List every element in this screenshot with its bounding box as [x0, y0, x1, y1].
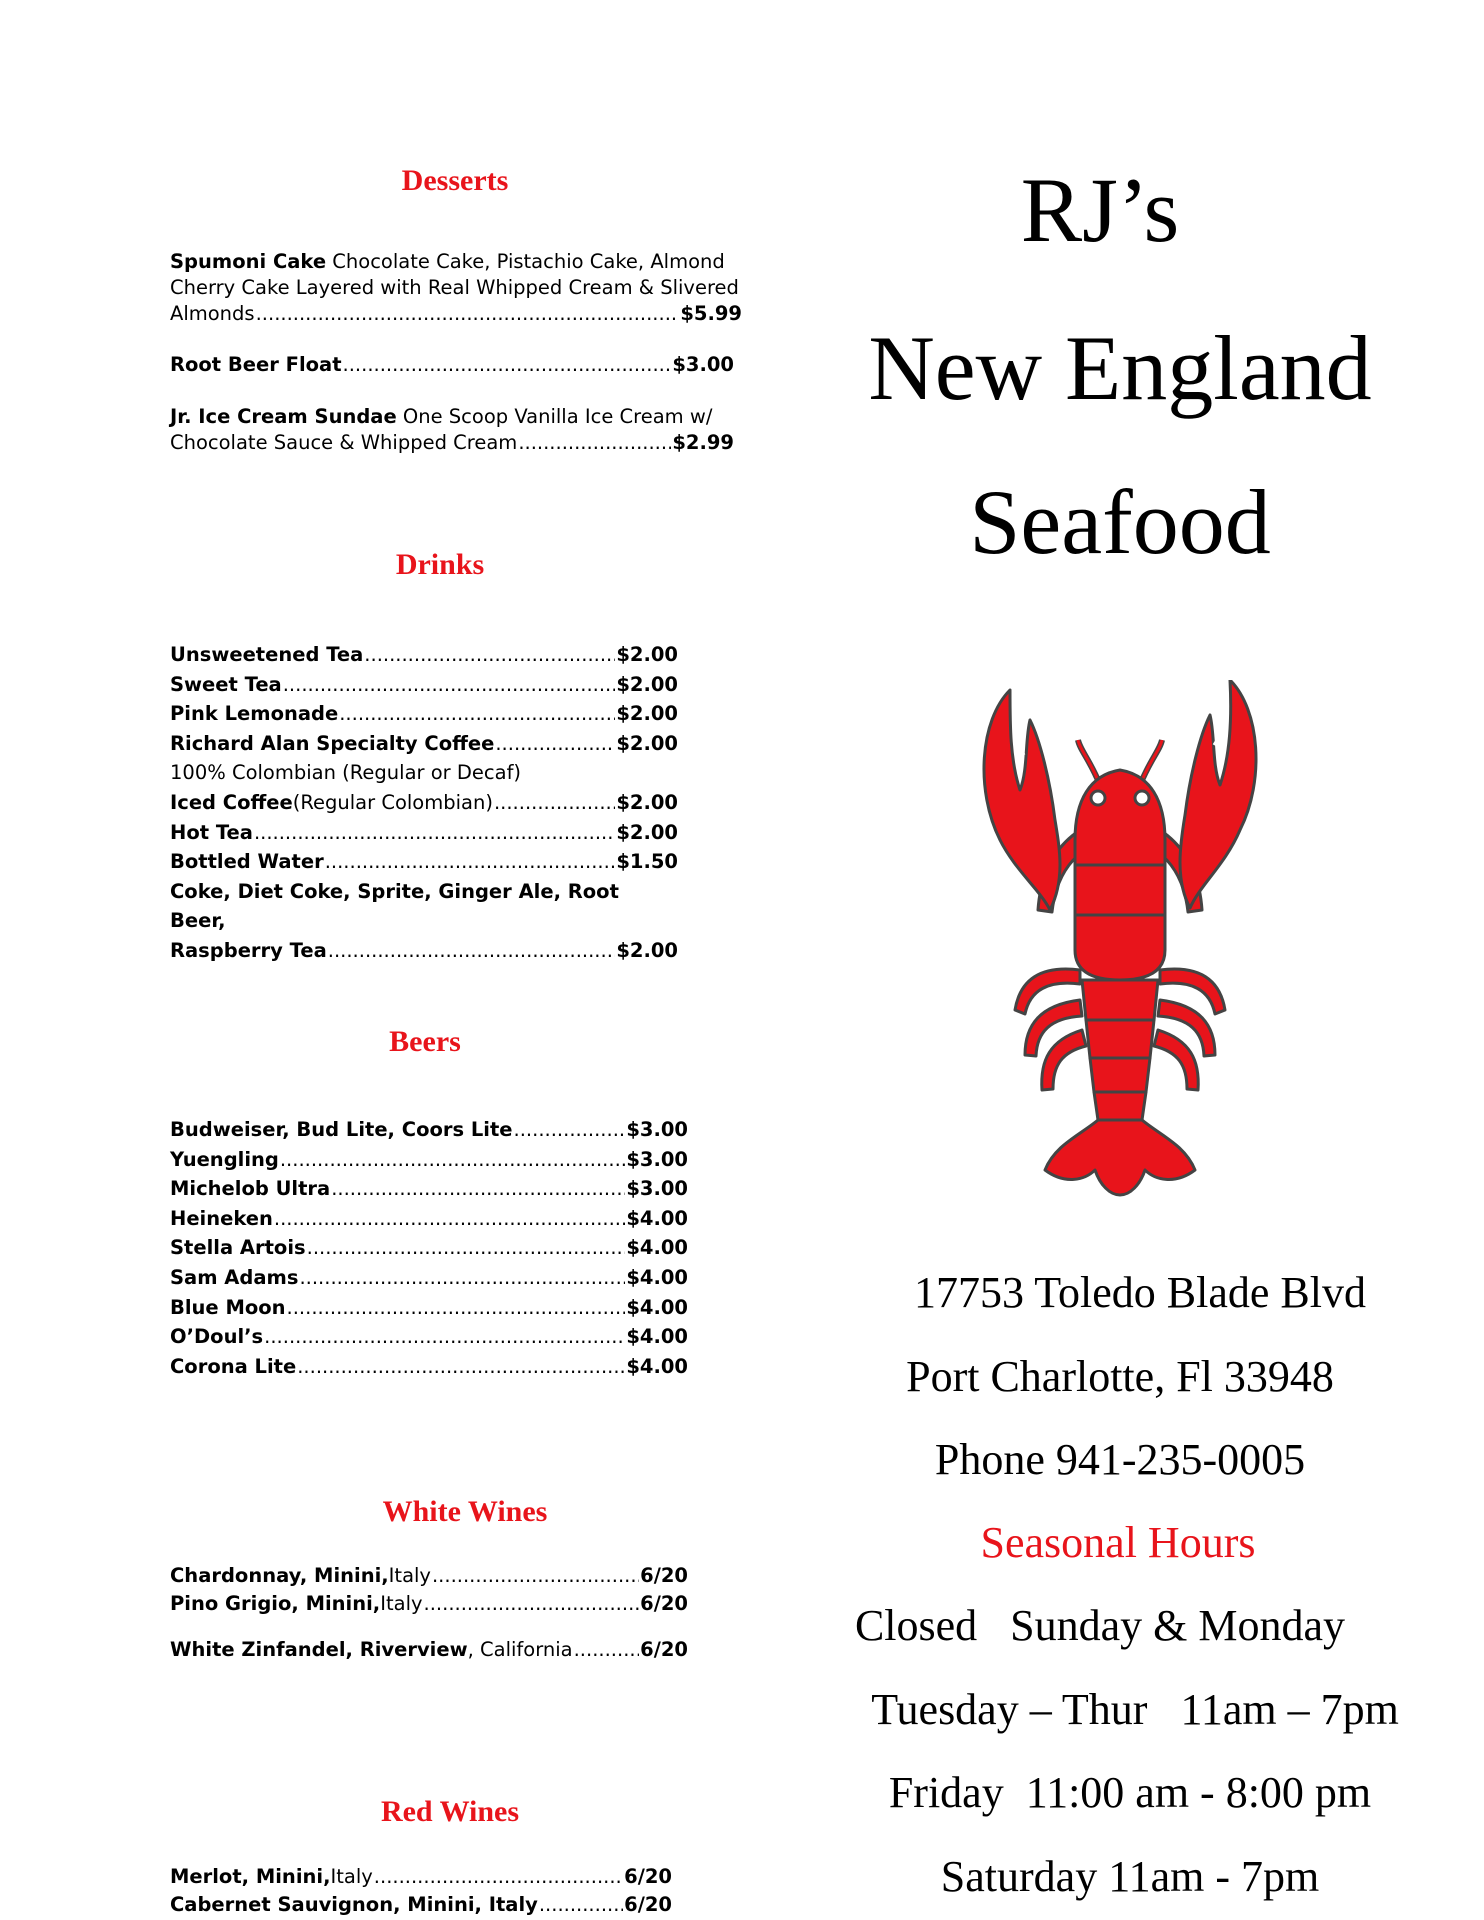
list-item: Sweet Tea ..... $2.00: [170, 670, 678, 700]
item-desc-line2: Chocolate Sauce & Whipped Cream: [170, 431, 518, 454]
hours-closed: Closed Sunday & Monday: [854, 1601, 1346, 1650]
item-desc: One Scoop Vanilla Ice Cream w/: [396, 405, 713, 428]
list-item: Iced Coffee (Regular Colombian) ..... $2.00: [170, 788, 678, 818]
menu-item-spumoni-cake: [170, 249, 742, 327]
list-item: Heineken ..... $4.00: [170, 1204, 688, 1234]
desserts-title: Desserts: [401, 164, 509, 197]
lobster-icon: [970, 680, 1270, 1210]
hours-friday: Friday 11:00 am - 8:00 pm: [888, 1768, 1372, 1817]
hours-saturday: Saturday 11am - 7pm: [940, 1852, 1320, 1901]
menu-item-root-beer-float: [170, 352, 734, 378]
drinks-list: [170, 640, 678, 966]
list-item: O’Doul’s ..... $4.00: [170, 1322, 688, 1352]
leader-dots: [343, 352, 672, 378]
drinks-title: Drinks: [395, 548, 485, 581]
item-desc-line3: Almonds: [170, 302, 255, 325]
list-item: Unsweetened Tea ..... $2.00: [170, 640, 678, 670]
list-item: Michelob Ultra ..... $3.00: [170, 1174, 688, 1204]
list-item: Sam Adams ..... $4.00: [170, 1263, 688, 1293]
list-item: Stella Artois ..... $4.00: [170, 1233, 688, 1263]
list-item: Bottled Water ..... $1.50: [170, 847, 678, 877]
hours-title: Seasonal Hours: [980, 1518, 1256, 1567]
list-item: Chardonnay, Minini, Italy ..... 6/20: [170, 1562, 688, 1590]
hours-tue-thu: Tuesday – Thur 11am – 7pm: [871, 1685, 1399, 1734]
phone-number: Phone 941-235-0005: [934, 1435, 1306, 1484]
list-item-note: 100% Colombian (Regular or Decaf): [170, 761, 522, 785]
list-item: White Zinfandel, Riverview , California ..... 6/20: [170, 1636, 688, 1664]
item-price: $5.99: [680, 302, 742, 325]
item-price: $3.00: [672, 353, 734, 376]
list-item: Merlot, Minini, Italy ..... 6/20: [170, 1863, 672, 1891]
brand-line-3: Seafood: [969, 471, 1271, 573]
red-wines-title: Red Wines: [380, 1795, 520, 1828]
item-name: Root Beer Float: [170, 353, 342, 376]
list-item: Pino Grigio, Minini, Italy ..... 6/20: [170, 1590, 688, 1618]
brand-line-2: New England: [868, 317, 1372, 419]
list-item: Yuengling ..... $3.00: [170, 1145, 688, 1175]
list-item: Richard Alan Specialty Coffee ..... $2.00: [170, 729, 678, 759]
list-item: Blue Moon ..... $4.00: [170, 1293, 688, 1323]
list-item: Cabernet Sauvignon, Minini, Italy ..... 6/20: [170, 1891, 672, 1919]
item-desc: Chocolate Cake, Pistachio Cake, Almond: [326, 250, 725, 273]
red-wines-list: [170, 1863, 672, 1919]
leader-dots: [256, 301, 680, 327]
beers-list: [170, 1115, 688, 1381]
white-wines-title: White Wines: [382, 1495, 548, 1528]
list-item: Raspberry Tea ..... $2.00: [170, 936, 678, 966]
address: 17753 Toledo Blade Blvd: [914, 1268, 1366, 1317]
menu-item-jr-ice-cream-sundae: [170, 404, 734, 456]
leader-dots: [518, 430, 671, 456]
list-item: Hot Tea ..... $2.00: [170, 818, 678, 848]
city-state-zip: Port Charlotte, Fl 33948: [906, 1352, 1334, 1401]
list-item: Pink Lemonade ..... $2.00: [170, 699, 678, 729]
white-wines-list: [170, 1562, 688, 1664]
item-price: $2.99: [672, 431, 734, 454]
brand-line-1: RJ’s: [1020, 159, 1180, 261]
item-desc-line2: Cherry Cake Layered with Real Whipped Cream & Slivered: [170, 276, 739, 299]
list-item: Corona Lite ..... $4.00: [170, 1352, 688, 1382]
item-name: Jr. Ice Cream Sundae: [170, 405, 397, 428]
list-item: Budweiser, Bud Lite, Coors Lite ..... $3.00: [170, 1115, 688, 1145]
item-name: Spumoni Cake: [170, 250, 327, 273]
list-item: Coke, Diet Coke, Sprite, Ginger Ale, Root Beer,: [170, 879, 619, 933]
beers-title: Beers: [389, 1025, 461, 1058]
